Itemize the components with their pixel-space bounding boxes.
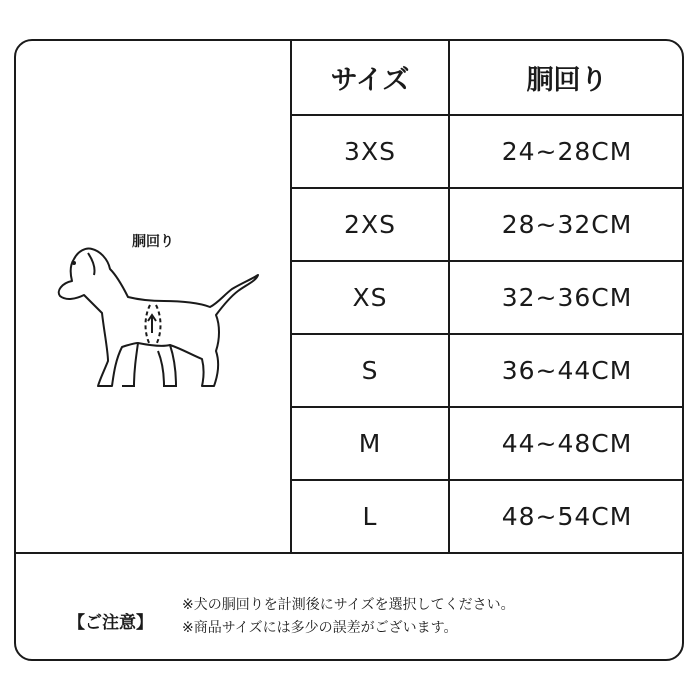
girth-cell: 28~32CM <box>501 210 633 239</box>
size-cell: M <box>292 408 450 479</box>
size-chart-card <box>14 39 684 661</box>
table-row <box>292 335 684 408</box>
header-size: サイズ <box>292 41 450 114</box>
size-cell: XS <box>292 262 450 333</box>
girth-cell: 36~44CM <box>501 356 633 385</box>
notice-title: 【ご注意】 <box>68 613 153 633</box>
table-row <box>292 408 684 481</box>
header-girth: 胴回り <box>526 65 608 96</box>
size-table <box>290 41 684 552</box>
girth-cell: 24~28CM <box>501 137 633 166</box>
size-cell: L <box>292 481 450 552</box>
table-row <box>292 481 684 552</box>
table-header-row <box>292 41 684 116</box>
notice-section <box>16 552 682 659</box>
size-cell: 2XS <box>292 189 450 260</box>
notice-line: ※商品サイズには多少の誤差がございます。 <box>182 620 458 636</box>
girth-cell: 32~36CM <box>501 283 633 312</box>
size-cell: 3XS <box>292 116 450 187</box>
notice-notes <box>182 594 515 640</box>
table-row <box>292 116 684 189</box>
table-row <box>292 262 684 335</box>
girth-cell: 48~54CM <box>501 502 633 531</box>
girth-label: 胴回り <box>132 234 174 250</box>
girth-cell: 44~48CM <box>501 429 633 458</box>
size-cell: S <box>292 335 450 406</box>
dog-diagram-panel <box>16 41 290 552</box>
notice-line: ※犬の胴回りを計測後にサイズを選択してください。 <box>182 597 515 613</box>
table-row <box>292 189 684 262</box>
